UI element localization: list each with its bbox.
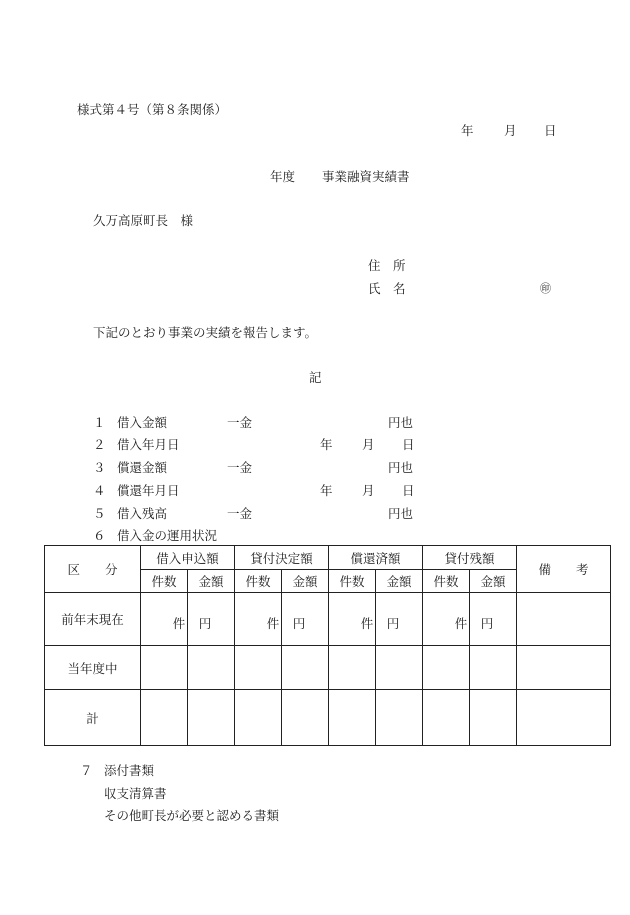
table-cell [188,646,235,690]
attachment-item: その他町長が必要と認める書類 [104,808,280,823]
item-year: 年 [320,483,333,498]
attachment-item: 収支清算書 [104,786,167,801]
item-year: 年 [320,437,333,452]
item-suffix: 円也 [388,506,414,521]
header-group-repaid: 償還済額 [329,546,423,570]
item-label: 償還金額 [117,460,168,475]
date-year-label: 年 [461,123,474,138]
header-group-decision: 貸付決定額 [235,546,329,570]
table-cell [470,646,517,690]
header-group-balance: 貸付残額 [423,546,517,570]
unit-count: 件 [235,593,282,646]
unit-amount: 円 [376,593,423,646]
table-cell [188,690,235,746]
subheader-amount: 金額 [282,570,329,593]
unit-count: 件 [141,593,188,646]
item-label: 借入年月日 [117,437,180,452]
table-cell [376,690,423,746]
item-number: ４ [93,483,106,498]
item-number: ３ [93,460,106,475]
subheader-count: 件数 [235,570,282,593]
fund-usage-table [44,545,611,746]
unit-amount: 円 [470,593,517,646]
seal-mark: ㊞ [540,282,551,295]
item-number: ６ [93,528,106,543]
item-day: 日 [402,437,415,452]
date-day-label: 日 [544,123,557,138]
attachments-label: 添付書類 [104,763,155,778]
item-label: 借入金額 [117,415,168,430]
item-number: １ [93,415,106,430]
table-row [45,690,611,746]
item-prefix: 一金 [227,460,253,475]
table-cell [470,690,517,746]
unit-amount: 円 [282,593,329,646]
item-prefix: 一金 [227,506,253,521]
item-day: 日 [402,483,415,498]
unit-count: 件 [329,593,376,646]
item-month: 月 [362,483,375,498]
header-biko: 備 考 [517,546,611,593]
item-number: ５ [93,506,106,521]
table-cell [141,690,188,746]
table-row [45,646,611,690]
table-cell [141,646,188,690]
subheader-amount: 金額 [188,570,235,593]
subheader-count: 件数 [329,570,376,593]
item-suffix: 円也 [388,460,414,475]
address-label: 住 所 [368,258,406,273]
table-cell [517,646,611,690]
item-prefix: 一金 [227,415,253,430]
header-kubun: 区 分 [45,546,141,593]
table-cell [423,646,470,690]
date-month-label: 月 [504,123,517,138]
table-cell [329,690,376,746]
header-group-application: 借入申込額 [141,546,235,570]
addressee: 久万高原町長 様 [93,213,194,228]
item-number: ２ [93,437,106,452]
subheader-amount: 金額 [470,570,517,593]
row-label: 前年末現在 [45,593,141,646]
table-cell [235,646,282,690]
unit-amount: 円 [188,593,235,646]
item-label: 借入金の運用状況 [117,528,218,543]
intro-text: 下記のとおり事業の実績を報告します。 [93,325,318,340]
table-cell [376,646,423,690]
table-cell [329,646,376,690]
unit-count: 件 [423,593,470,646]
table-cell [517,593,611,646]
item-label: 償還年月日 [117,483,180,498]
subheader-count: 件数 [141,570,188,593]
table-cell [235,690,282,746]
form-id: 様式第４号（第８条関係） [77,102,228,117]
subheader-count: 件数 [423,570,470,593]
item-suffix: 円也 [388,415,414,430]
row-label: 計 [45,690,141,746]
table-cell [282,690,329,746]
item-label: 借入残高 [117,506,168,521]
name-label: 氏 名 [368,281,406,296]
table-cell [423,690,470,746]
row-label: 当年度中 [45,646,141,690]
attachments-number: ７ [80,763,93,778]
table-row [45,593,611,646]
page-title: 事業融資実績書 [322,169,410,184]
item-month: 月 [362,437,375,452]
ki-heading: 記 [309,370,322,385]
title-year-label: 年度 [270,169,296,184]
table-cell [282,646,329,690]
table-cell [517,690,611,746]
subheader-amount: 金額 [376,570,423,593]
